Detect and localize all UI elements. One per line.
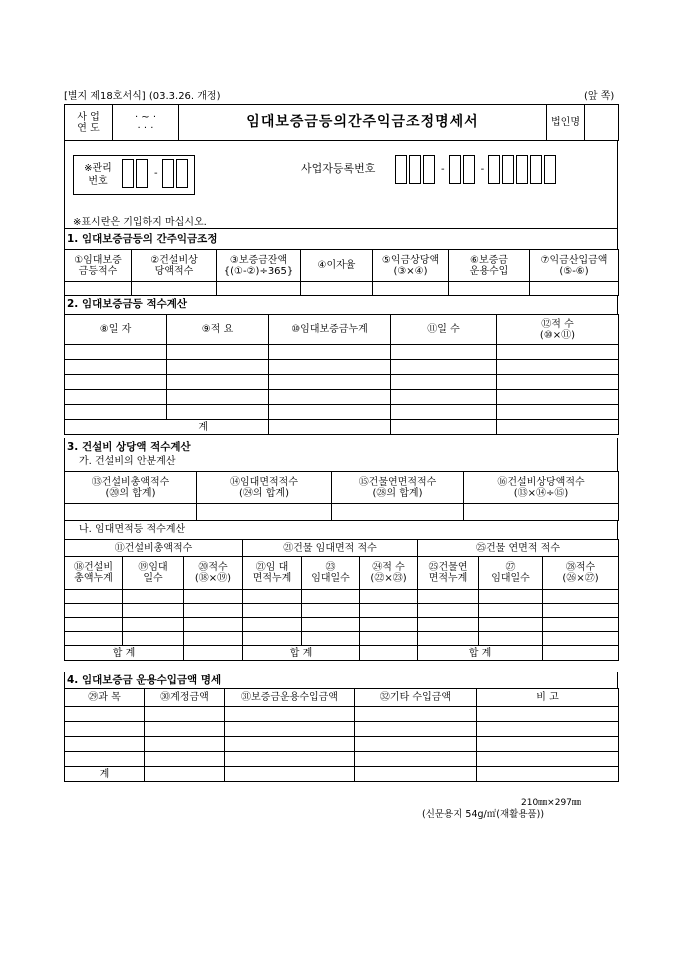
s2-total-row[interactable] [65,420,619,435]
paper-size: 210㎜×297㎜ [521,798,581,808]
section3b-subheading: 나. 임대면적등 적수계산 [79,524,186,535]
s3b-sum-label-1: 합 계 [65,646,184,661]
s3b-col-8: ㉗ 임대일수 [479,557,543,590]
s3b-col-3: ⑳적수 (⑱×⑲) [184,557,243,590]
notice-text: ※표시란은 기입하지 마십시오. [73,217,207,228]
section2-table [64,314,619,435]
s3b-col-2: ⑲임대 일수 [123,557,184,590]
form-title: 임대보증금등의간주익금조정명세서 [179,105,547,141]
s4-col-deposit-income: ㉛보증금운용수입금액 [225,689,355,707]
s1-input-row[interactable] [65,282,619,296]
s3a-col-4: ⑯건설비상당액적수 (⑬×⑭÷⑮) [464,472,619,504]
s4-total-row[interactable] [65,767,619,782]
s3b-sum-row[interactable] [65,646,619,661]
s4-col-account: ㉚계정금액 [145,689,225,707]
s3b-col-1: ⑱건설비 총액누계 [65,557,123,590]
section1-table [64,249,619,296]
s2-col-deposit: ⑩임대보증금누계 [269,315,391,345]
biz-reg-number-field[interactable]: - - [395,155,558,184]
s1-col-6: ⑥보증금 운용수입 [449,250,530,282]
s3a-col-3: ⑮건물연면적적수 (㉘의 합계) [332,472,464,504]
s1-col-7: ⑦익금산입금액 (⑤-⑥) [530,250,619,282]
business-year-label: 사 업 연 도 [65,105,113,141]
table-row[interactable] [65,722,619,737]
corp-name-field[interactable] [585,105,619,141]
mgmt-number-box [73,155,195,195]
s4-col-remarks: 비 고 [477,689,619,707]
s3b-col-6: ㉔적 수 (㉒×㉓) [360,557,418,590]
s4-col-other-income: ㉜기타 수입금액 [355,689,477,707]
s2-col-product: ⑫적 수 (⑩×⑪) [497,315,619,345]
s3a-col-1: ⑬건설비총액적수 (⑳의 합계) [65,472,197,504]
s3b-col-9: ㉘적수 (㉖×㉗) [543,557,619,590]
table-row[interactable] [65,360,619,375]
s1-col-5: ⑤익금상당액 (③×④) [373,250,449,282]
page-side: (앞 쪽) [584,91,615,102]
section3b-table [64,539,619,661]
section3a-subheading: 가. 건설비의 안분계산 [79,456,176,467]
s2-col-days: ⑪일 수 [391,315,497,345]
table-row[interactable] [65,604,619,618]
corp-name-label: 법인명 [547,105,585,141]
s4-col-subject: ㉙과 목 [65,689,145,707]
section3-heading: 3. 건설비 상당액 적수계산 [67,441,191,453]
s2-col-date: ⑧일 자 [65,315,167,345]
table-row[interactable] [65,737,619,752]
s3a-input-row[interactable] [65,504,619,521]
mgmt-number-label: ※관리 번호 [84,163,112,187]
table-row[interactable] [65,707,619,722]
biz-reg-label: 사업자등록번호 [301,162,376,175]
s1-col-2: ②건설비상 당액적수 [132,250,217,282]
s3b-group-3: ㉕건물 연면적 적수 [418,540,619,557]
table-row[interactable] [65,390,619,405]
table-row[interactable] [65,632,619,646]
mgmt-number-field[interactable]: - [122,159,190,188]
s1-col-4: ④이자율 [301,250,373,282]
s2-col-desc: ⑨적 요 [167,315,269,345]
table-row[interactable] [65,375,619,390]
s3b-col-7: ㉕건물연 면적누계 [418,557,479,590]
section4-heading: 4. 임대보증금 운용수입금액 명세 [67,674,222,686]
s4-total-label: 계 [65,767,145,782]
table-row[interactable] [65,618,619,632]
s3b-group-1: ⑪건설비총액적수 [65,540,243,557]
s3b-col-4: ㉑임 대 면적누계 [243,557,302,590]
business-period-field[interactable]: · ~ · · · · [113,105,179,141]
table-row[interactable] [65,405,619,420]
paper-spec: (신문용지 54g/㎡(재활용품)) [422,809,545,820]
section3a-table [64,471,619,521]
s1-col-3: ③보증금잔액 {(①-②)÷365} [217,250,301,282]
s3b-col-5: ㉓ 임대일수 [302,557,360,590]
s3b-sum-label-3: 합 계 [418,646,543,661]
table-row[interactable] [65,752,619,767]
title-table [64,104,619,141]
section4-table [64,688,619,782]
s3b-group-2: ㉑건물 임대면적 적수 [243,540,418,557]
form-code: [별지 제18호서식] (03.3.26. 개정) [64,91,221,102]
s1-col-1: ①임대보증 금등적수 [65,250,132,282]
s3b-sum-label-2: 합 계 [243,646,360,661]
s2-total-label: 계 [65,420,269,435]
table-row[interactable] [65,345,619,360]
section2-heading: 2. 임대보증금등 적수계산 [67,298,188,310]
id-section [64,140,618,229]
s3a-col-2: ⑭임대면적적수 (㉔의 합계) [197,472,332,504]
section1-heading: 1. 임대보증금등의 간주익금조정 [67,233,218,245]
table-row[interactable] [65,590,619,604]
